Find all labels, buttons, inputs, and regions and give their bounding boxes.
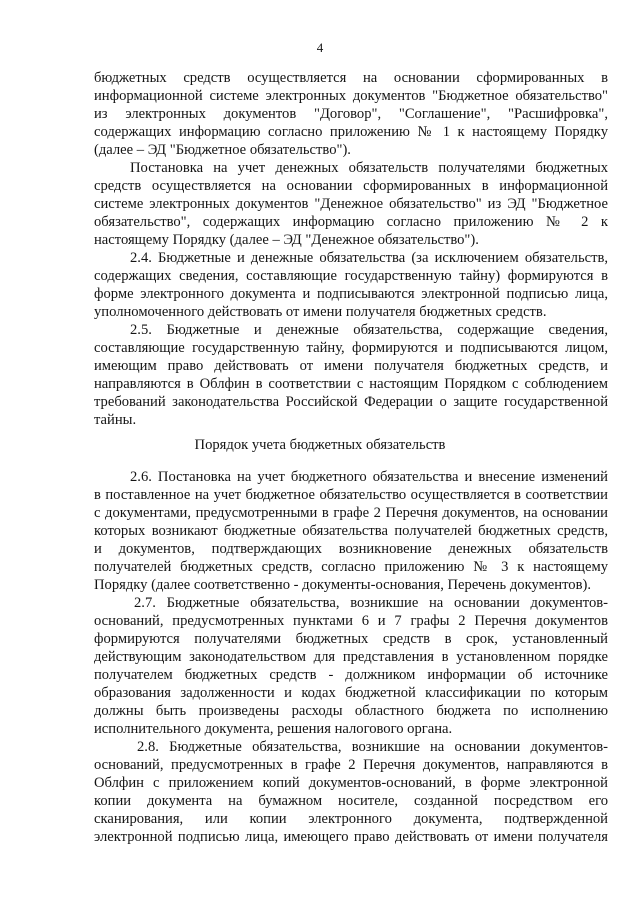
text-line: составляющие государственную тайну, формируются и подписываются лицом, xyxy=(94,340,608,356)
text-line: (далее – ЭД "Бюджетное обязательство"). xyxy=(94,142,351,158)
paragraph-first-line: 2.7. Бюджетные обязательства, возникшие на основании документов- xyxy=(134,595,608,611)
text-line: образования задолженности и кодах бюджетной классификации по которым xyxy=(94,685,608,701)
text-line: бюджетных средств осуществляется на основании сформированных в xyxy=(94,70,608,86)
text-line: настоящему Порядку (далее – ЭД "Денежное обязательство"). xyxy=(94,232,479,248)
paragraph-first-line: 2.6. Постановка на учет бюджетного обязательства и внесение изменений xyxy=(130,469,608,485)
text-line: обязательство", содержащих информацию согласно приложению № 2 к xyxy=(94,214,608,230)
page-number: 4 xyxy=(316,40,324,55)
text-line: содержащих сведения, составляющие государственную тайну) формируются в xyxy=(94,268,608,284)
text-line: получателей бюджетных средств, согласно приложению № 3 к настоящему xyxy=(94,559,608,575)
paragraph-first-line: 2.5. Бюджетные и денежные обязательства, содержащие сведения, xyxy=(130,322,608,338)
text-line: информационной системе электронных документов "Бюджетное обязательство" xyxy=(94,88,608,104)
text-line: системе электронных документов "Денежное обязательство" из ЭД "Бюджетное xyxy=(94,196,608,212)
paragraph-first-line: Постановка на учет денежных обязательств получателями бюджетных xyxy=(130,160,608,176)
text-line: направляются в Облфин в соответствии с настоящим Порядком с соблюдением xyxy=(94,376,608,392)
text-line: копии документа на бумажном носителе, созданной посредством его xyxy=(94,793,608,809)
text-line: Облфин с приложением копий документов-оснований, в форме электронной xyxy=(94,775,608,791)
text-line: получателем бюджетных средств - должником информации об источнике xyxy=(94,667,608,683)
text-line: средств осуществляется на основании сформированных в информационной xyxy=(94,178,608,194)
section-heading: Порядок учета бюджетных обязательств xyxy=(194,437,446,453)
text-line: тайны. xyxy=(94,412,137,428)
text-line: имеющим право действовать от имени получателя бюджетных средств, и xyxy=(94,358,608,374)
text-line: должны быть произведены расходы областного бюджета по исполнению xyxy=(94,703,608,719)
text-line: оснований, предусмотренных пунктами 6 и 7 графы 2 Перечня документов xyxy=(94,613,608,629)
text-line: оснований, предусмотренных в графе 2 Перечня документов, направляются в xyxy=(94,757,608,773)
text-line: и документов, подтверждающих возникновение денежных обязательств xyxy=(94,541,608,557)
text-line: которых возникают бюджетные обязательства получателей бюджетных средств, xyxy=(94,523,608,539)
text-line: исполнительного документа, решения налогового органа. xyxy=(94,721,453,737)
text-line: сканирования, или копии электронного документа, подтвержденной xyxy=(94,811,608,827)
text-line: действующим законодательством для представления в установленном порядке xyxy=(94,649,608,665)
text-line: формируются получателями бюджетных средств в срок, установленный xyxy=(94,631,608,647)
text-line: требований законодательства Российской Федерации о защите государственной xyxy=(94,394,608,410)
text-line: в поставленное на учет бюджетное обязательство осуществляется в соответствии xyxy=(94,487,608,503)
text-line: электронной подписью лица, имеющего право действовать от имени получателя xyxy=(94,829,608,845)
text-line: из электронных документов "Договор", "Соглашение", "Расшифровка", xyxy=(94,106,608,122)
text-line: содержащих информацию согласно приложению № 1 к настоящему Порядку xyxy=(94,124,608,140)
paragraph-first-line: 2.8. Бюджетные обязательства, возникшие на основании документов- xyxy=(137,739,608,755)
text-line: уполномоченного действовать от имени получателя бюджетных средств. xyxy=(94,304,547,320)
text-line: Порядку (далее соответственно - документы-основания, Перечень документов). xyxy=(94,577,591,593)
paragraph-first-line: 2.4. Бюджетные и денежные обязательства (за исключением обязательств, xyxy=(130,250,608,266)
text-line: форме электронного документа и подписываются электронной подписью лица, xyxy=(94,286,608,302)
text-line: с документами, предусмотренными в графе 2 Перечня документов, на основании xyxy=(94,505,608,521)
